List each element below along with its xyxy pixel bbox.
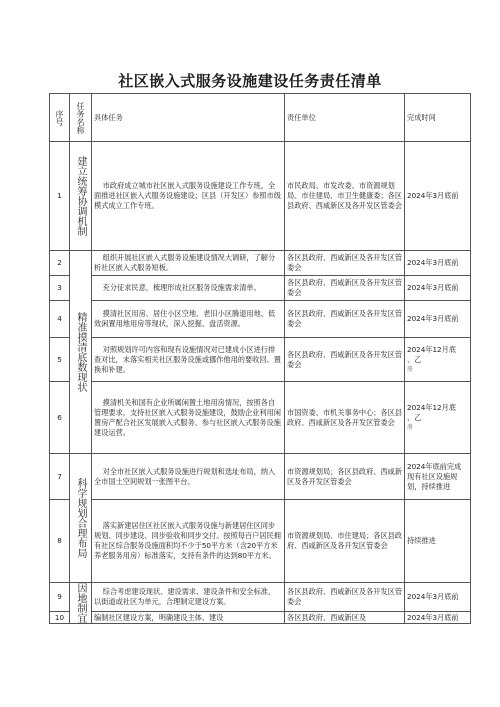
task-cell: 落实新建居住区社区嵌入式服务设施与新建居住区同步规划、同步建设、同步验收和同步交付。按照每百户居民拥有社区综合服务设施面积均不少于50平方米（含20平方米养老服务用房）标准落实，支持有条件的达到80平方米。 bbox=[92, 500, 285, 583]
task-cell: 综合考虑建设现状、建设需求、建设条件和安全标准，以街道或社区为单元，合理制定建设方案。 bbox=[92, 583, 285, 612]
table-row bbox=[50, 276, 471, 301]
row-index: 4 bbox=[50, 301, 70, 338]
unit-cell: 市民政局、市发改委、市资源规划局、市住建局、市卫生健康委；各区县政府、西咸新区及各开发区管委会 bbox=[285, 142, 405, 251]
deadline-extra: 、乙 bbox=[407, 412, 422, 422]
unit-cell: 市资源规划局、市住建局；各区县政府、西咸新区及各开发区管委会 bbox=[285, 500, 405, 583]
deadline-text: 2024年12月底 bbox=[407, 344, 457, 354]
header-index: 序号 bbox=[50, 94, 70, 142]
table-row bbox=[50, 454, 471, 500]
deadline-text: 2024年12月底 bbox=[407, 402, 457, 412]
unit-cell: 各区县政府、西咸新区及各开发区管委会 bbox=[285, 276, 405, 301]
row-index: 2 bbox=[50, 251, 70, 276]
task-cell: 编制社区建设方案，明确建设主体、建设 bbox=[92, 612, 285, 624]
header-unit: 责任单位 bbox=[285, 94, 405, 142]
responsibility-table bbox=[49, 93, 471, 624]
row-index: 9 bbox=[50, 583, 70, 612]
row-index: 10 bbox=[50, 612, 70, 624]
category-cell: 因地制宜 bbox=[70, 583, 92, 624]
deadline-cell bbox=[405, 338, 471, 382]
deadline-cell: 2024年3月底前 bbox=[405, 142, 471, 251]
row-index: 1 bbox=[50, 142, 70, 251]
header-category: 任务名称 bbox=[70, 94, 92, 142]
deadline-cell: 2024年底前完成现有社区设施规划，持续推进 bbox=[405, 454, 471, 500]
deadline-cell: 2024年3月底前 bbox=[405, 301, 471, 338]
table-row bbox=[50, 612, 471, 624]
row-index: 3 bbox=[50, 276, 70, 301]
table-header-row bbox=[50, 94, 471, 142]
deadline-cell: 2024年3月底前 bbox=[405, 583, 471, 612]
table-row bbox=[50, 500, 471, 583]
unit-cell: 各区县政府、西咸新区及各开发区管委会 bbox=[285, 338, 405, 382]
row-index: 7 bbox=[50, 454, 70, 500]
row-index: 8 bbox=[50, 500, 70, 583]
task-cell: 对全市社区嵌入式服务设施进行规划和选址布局，纳入全市国土空间规划一张图平台。 bbox=[92, 454, 285, 500]
deadline-cell bbox=[405, 382, 471, 454]
row-index: 5 bbox=[50, 338, 70, 382]
unit-cell: 各区县政府、西咸新区及各开发区管委会 bbox=[285, 251, 405, 276]
header-task: 具体任务 bbox=[92, 94, 285, 142]
table-row bbox=[50, 301, 471, 338]
task-cell: 摸清社区用房、居住小区空地、老旧小区腾退用地、低效闲置用地用房等现状，深入挖掘、盘活资源。 bbox=[92, 301, 285, 338]
deadline-cell: 2024年3月底前 bbox=[405, 251, 471, 276]
deadline-mark: 册 bbox=[407, 365, 414, 373]
deadline-extra: 、乙 bbox=[407, 354, 422, 364]
task-cell: 摸清机关和国有企业所属闲置土地用房情况，按照各自管理要求，支持社区嵌入式服务设施建设，鼓励企业利用闲置房产配合社区发展嵌入式服务、参与社区嵌入式服务设施建设运营。 bbox=[92, 382, 285, 454]
task-cell: 市政府成立城市社区嵌入式服务设施建设工作专班，全面推进社区嵌入式服务设施建设；区县（开发区）参照市级模式成立工作专班。 bbox=[92, 142, 285, 251]
category-cell: 精准摸清底数现状 bbox=[70, 251, 92, 454]
row-index: 6 bbox=[50, 382, 70, 454]
task-cell: 充分征求民意，梳理形成社区服务设施需求清单。 bbox=[92, 276, 285, 301]
unit-cell: 各区县政府、西咸新区及各开发区管委会 bbox=[285, 301, 405, 338]
category-cell: 科学规划合理布局 bbox=[70, 454, 92, 583]
unit-cell: 市资源规划局；各区县政府、西咸新区及各开发区管委会 bbox=[285, 454, 405, 500]
table-row bbox=[50, 251, 471, 276]
document-title: 社区嵌入式服务设施建设任务责任清单 bbox=[118, 72, 382, 90]
unit-cell: 市国资委、市机关事务中心；各区县政府、西咸新区及各开发区管委会 bbox=[285, 382, 405, 454]
deadline-mark: 册 bbox=[407, 423, 414, 431]
table-row bbox=[50, 583, 471, 612]
deadline-cell: 2024年3月底前 bbox=[405, 612, 471, 624]
unit-cell: 各区县政府、西咸新区及各开发区管委会 bbox=[285, 583, 405, 612]
table-row bbox=[50, 338, 471, 382]
deadline-cell: 2024年3月底前 bbox=[405, 276, 471, 301]
deadline-cell: 持续推进 bbox=[405, 500, 471, 583]
task-cell: 对照规划许可内容和现有设施情况对已建成小区进行排查对比，未落实相关社区服务设施或挪作他用的要收回、置换和补建。 bbox=[92, 338, 285, 382]
task-cell: 组织开展社区嵌入式服务设施建设情况大调研，了解分析社区嵌入式服务短板。 bbox=[92, 251, 285, 276]
header-deadline: 完成时间 bbox=[405, 94, 471, 142]
category-cell: 建立统筹协调机制 bbox=[70, 142, 92, 251]
table-row bbox=[50, 382, 471, 454]
unit-cell: 各区县政府、西咸新区及 bbox=[285, 612, 405, 624]
table-row bbox=[50, 142, 471, 251]
